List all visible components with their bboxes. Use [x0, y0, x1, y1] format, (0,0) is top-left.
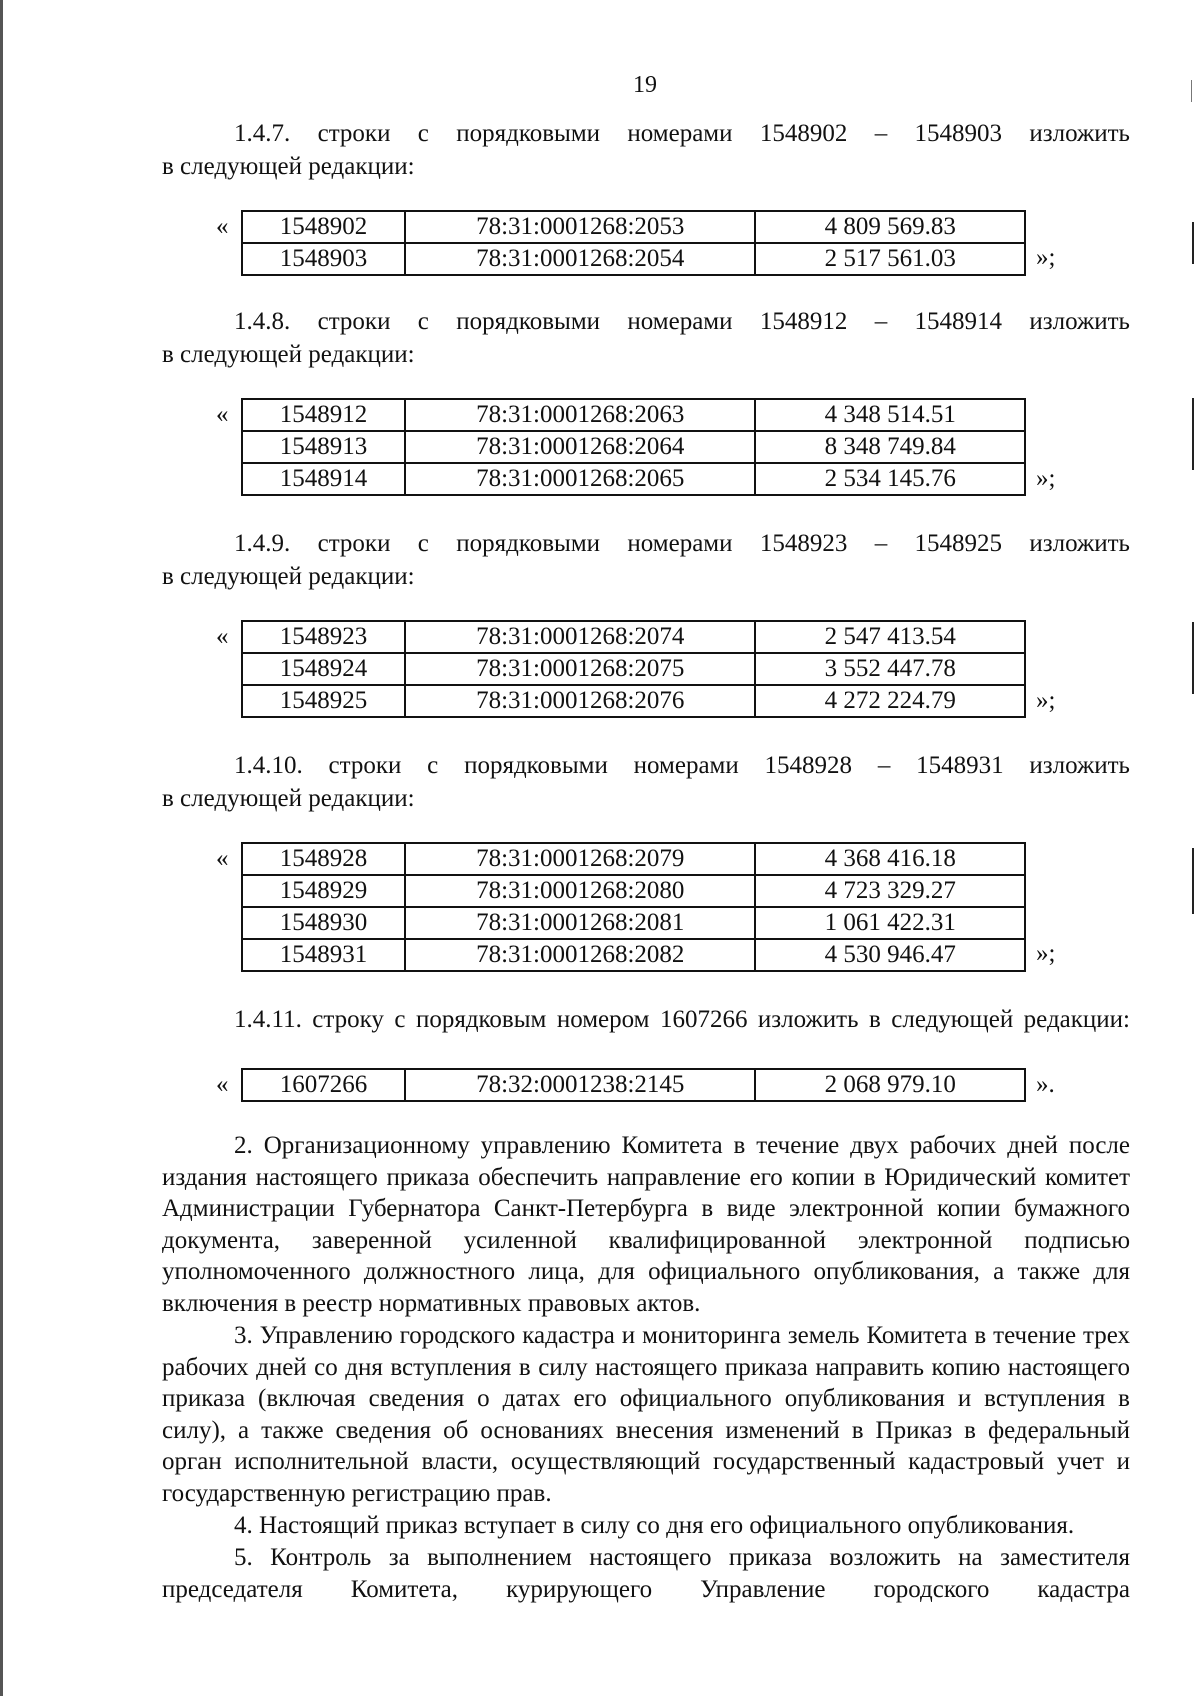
row-number-cell: 1548930 [242, 907, 405, 939]
table-row [242, 463, 1025, 495]
cadastral-value-cell: 4 272 224.79 [755, 685, 1025, 717]
row-number-cell: 1548931 [242, 939, 405, 971]
row-number-cell: 1548925 [242, 685, 405, 717]
table-row [242, 1069, 1025, 1101]
cadastral-value-cell: 4 809 569.83 [755, 211, 1025, 243]
section-heading-1-4-7: 1.4.7. строки с порядковыми номерами 1548902 – 1548903 изложить в следующей редакции: [162, 120, 1130, 180]
amendment-table-1-4-11 [241, 1068, 1026, 1102]
row-number-cell: 1548913 [242, 431, 405, 463]
cadastral-number-cell: 78:31:0001268:2080 [405, 875, 755, 907]
cadastral-value-cell: 2 068 979.10 [755, 1069, 1025, 1101]
section-heading-1-4-11: 1.4.11. строку с порядковым номером 1607266 изложить в следующей редакции: [234, 1006, 1130, 1033]
amendment-table-1-4-9 [241, 620, 1026, 718]
table-row [242, 211, 1025, 243]
row-number-cell: 1548912 [242, 399, 405, 431]
open-quote: « [216, 623, 229, 650]
cadastral-value-cell: 8 348 749.84 [755, 431, 1025, 463]
close-quote: »; [1036, 244, 1056, 271]
table-row [242, 843, 1025, 875]
close-quote: »; [1036, 940, 1056, 967]
paragraph-4: 4. Настоящий приказ вступает в силу со дня его официального опубликования. [234, 1512, 1075, 1539]
table-row [242, 907, 1025, 939]
cadastral-value-cell: 2 517 561.03 [755, 243, 1025, 275]
table-row [242, 685, 1025, 717]
open-quote: « [216, 213, 229, 240]
close-quote: ». [1036, 1071, 1055, 1098]
cadastral-value-cell: 2 534 145.76 [755, 463, 1025, 495]
cadastral-number-cell: 78:31:0001268:2063 [405, 399, 755, 431]
amendment-table-1-4-10 [241, 842, 1026, 972]
section-heading-1-4-9: 1.4.9. строки с порядковыми номерами 1548923 – 1548925 изложить в следующей редакции: [162, 530, 1130, 590]
amendment-table-1-4-7 [241, 210, 1026, 276]
margin-mark [1192, 848, 1194, 914]
close-quote: »; [1036, 465, 1056, 492]
row-number-cell: 1548923 [242, 621, 405, 653]
row-number-cell: 1548928 [242, 843, 405, 875]
cadastral-value-cell: 4 530 946.47 [755, 939, 1025, 971]
cadastral-value-cell: 2 547 413.54 [755, 621, 1025, 653]
margin-mark [1192, 622, 1194, 694]
table-row [242, 399, 1025, 431]
row-number-cell: 1548902 [242, 211, 405, 243]
cadastral-number-cell: 78:31:0001268:2065 [405, 463, 755, 495]
cadastral-value-cell: 4 723 329.27 [755, 875, 1025, 907]
paragraph-3: 3. Управлению городского кадастра и мониторинга земель Комитета в течение трех рабочих дней со дня вступления в силу настоящего приказа направить копию настоящего приказа (включая сведения о датах его официального опубликования и вступления в силу), а также сведения об основаниях внесения изменений в Приказ в федеральный орган исполнительной власти, осуществляющий государственный кадастровый учет и государственную регистрацию прав. [162, 1322, 1130, 1507]
table-row [242, 875, 1025, 907]
paragraph-5: 5. Контроль за выполнением настоящего приказа возложить на заместителя председателя Комитета, курирующего Управление городского кадастра [162, 1544, 1130, 1603]
row-number-cell: 1548929 [242, 875, 405, 907]
open-quote: « [216, 1071, 229, 1098]
cadastral-number-cell: 78:31:0001268:2076 [405, 685, 755, 717]
cadastral-number-cell: 78:31:0001268:2079 [405, 843, 755, 875]
cadastral-number-cell: 78:31:0001268:2053 [405, 211, 755, 243]
section-heading-1-4-10: 1.4.10. строки с порядковыми номерами 1548928 – 1548931 изложить в следующей редакции: [162, 752, 1130, 812]
table-row [242, 653, 1025, 685]
table-row [242, 939, 1025, 971]
page-number: 19 [633, 72, 657, 98]
close-quote: »; [1036, 687, 1056, 714]
amendment-table-1-4-8 [241, 398, 1026, 496]
cadastral-number-cell: 78:32:0001238:2145 [405, 1069, 755, 1101]
cadastral-value-cell: 4 348 514.51 [755, 399, 1025, 431]
scan-edge-shadow [0, 0, 3, 1696]
cadastral-number-cell: 78:31:0001268:2054 [405, 243, 755, 275]
row-number-cell: 1548903 [242, 243, 405, 275]
cadastral-number-cell: 78:31:0001268:2081 [405, 907, 755, 939]
paragraph-2: 2. Организационному управлению Комитета в течение двух рабочих дней после издания настоящего приказа обеспечить направление его копии в Юридический комитет Администрации Губернатора Санкт-Петербурга в виде электронной копии бумажного документа, заверенной усиленной квалифицированной электронной подписью уполномоченного должностного лица, для официального опубликования, а также для включения в реестр нормативных правовых актов. [162, 1132, 1130, 1317]
margin-mark [1191, 80, 1192, 102]
cadastral-number-cell: 78:31:0001268:2075 [405, 653, 755, 685]
cadastral-number-cell: 78:31:0001268:2074 [405, 621, 755, 653]
margin-mark [1192, 222, 1194, 264]
table-row [242, 243, 1025, 275]
table-row [242, 431, 1025, 463]
row-number-cell: 1607266 [242, 1069, 405, 1101]
cadastral-number-cell: 78:31:0001268:2082 [405, 939, 755, 971]
cadastral-value-cell: 1 061 422.31 [755, 907, 1025, 939]
margin-mark [1192, 398, 1194, 470]
row-number-cell: 1548914 [242, 463, 405, 495]
row-number-cell: 1548924 [242, 653, 405, 685]
table-row [242, 621, 1025, 653]
cadastral-number-cell: 78:31:0001268:2064 [405, 431, 755, 463]
open-quote: « [216, 401, 229, 428]
section-heading-1-4-8: 1.4.8. строки с порядковыми номерами 1548912 – 1548914 изложить в следующей редакции: [162, 308, 1130, 368]
cadastral-value-cell: 3 552 447.78 [755, 653, 1025, 685]
cadastral-value-cell: 4 368 416.18 [755, 843, 1025, 875]
open-quote: « [216, 845, 229, 872]
